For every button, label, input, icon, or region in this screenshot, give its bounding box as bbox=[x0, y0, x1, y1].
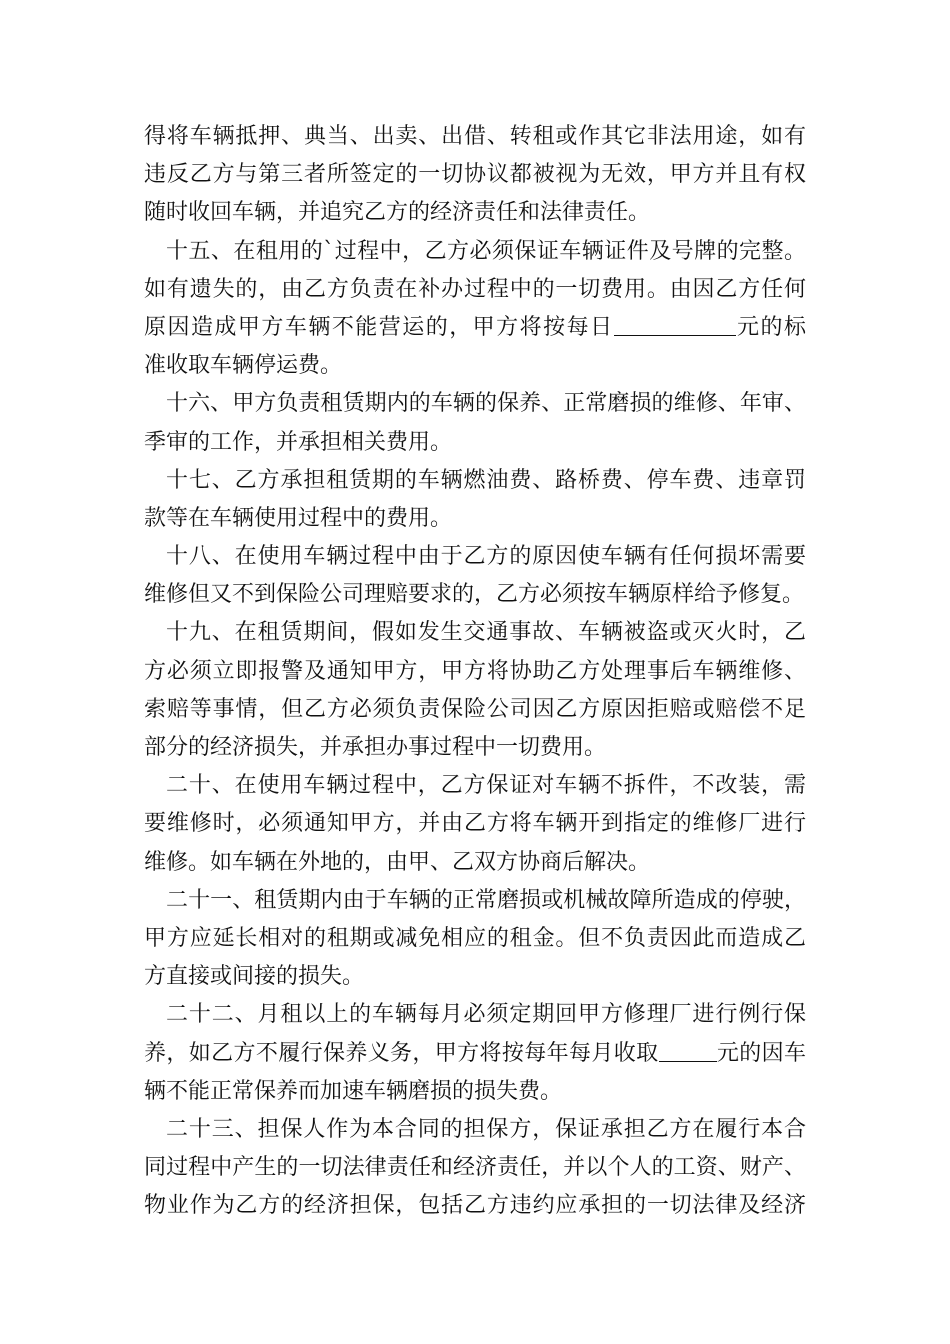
text-line: 季审的工作，并承担相关费用。 bbox=[144, 429, 453, 455]
text-line: 要维修时，必须通知甲方，并由乙方将车辆开到指定的维修厂进行 bbox=[144, 811, 806, 837]
clause-19-start: 十九、在租赁期间，假如发生交通事故、车辆被盗或灭火时，乙 bbox=[166, 620, 806, 646]
text-line: 维修但又不到保险公司理赔要求的，乙方必须按车辆原样给予修复。 bbox=[144, 582, 805, 608]
text-line: 同过程中产生的一切法律责任和经济责任，并以个人的工资、财产、 bbox=[144, 1155, 806, 1181]
clause-20-start: 二十、在使用车辆过程中，乙方保证对车辆不拆件，不改装，需 bbox=[166, 773, 806, 799]
text-line: 违反乙方与第三者所签定的一切协议都被视为无效，甲方并且有权 bbox=[144, 162, 806, 188]
fill-in-blank-daily-fee[interactable] bbox=[614, 313, 736, 336]
clause-22-start: 二十二、月租以上的车辆每月必须定期回甲方修理厂进行例行保 bbox=[166, 1002, 806, 1028]
text-line: 甲方应延长相对的租期或减免相应的租金。但不负责因此而造成乙 bbox=[144, 925, 806, 951]
clause-17-start: 十七、乙方承担租赁期的车辆燃油费、路桥费、停车费、违章罚 bbox=[166, 467, 806, 493]
text-segment: 元的因车 bbox=[716, 1040, 806, 1066]
clause-21-start: 二十一、租赁期内由于车辆的正常磨损或机械故障所造成的停驶， bbox=[166, 887, 806, 913]
text-segment: 养，如乙方不履行保养义务，甲方将按每年每月收取 bbox=[144, 1040, 659, 1066]
clause-16-start: 十六、甲方负责租赁期内的车辆的保养、正常磨损的维修、年审、 bbox=[166, 391, 806, 417]
clause-15-start: 十五、在租用的`过程中，乙方必须保证车辆证件及号牌的完整。 bbox=[166, 238, 806, 264]
text-line: 随时收回车辆，并追究乙方的经济责任和法律责任。 bbox=[144, 200, 651, 226]
text-line: 方直接或间接的损失。 bbox=[144, 964, 365, 990]
fill-in-blank-monthly-fee[interactable] bbox=[659, 1039, 717, 1062]
text-line: 款等在车辆使用过程中的费用。 bbox=[144, 505, 453, 531]
text-line: 物业作为乙方的经济担保，包括乙方违约应承担的一切法律及经济 bbox=[144, 1193, 806, 1219]
text-line: 准收取车辆停运费。 bbox=[144, 353, 343, 379]
clause-18-start: 十八、在使用车辆过程中由于乙方的原因使车辆有任何损坏需要 bbox=[166, 544, 806, 570]
text-line: 部分的经济损失，并承担办事过程中一切费用。 bbox=[144, 735, 607, 760]
text-line: 如有遗失的，由乙方负责在补办过程中的一切费用。由因乙方任何 bbox=[144, 276, 806, 302]
text-line: 维修。如车辆在外地的，由甲、乙双方协商后解决。 bbox=[144, 849, 651, 875]
clause-23-start: 二十三、担保人作为本合同的担保方，保证承担乙方在履行本合 bbox=[166, 1116, 806, 1142]
text-line: 辆不能正常保养而加速车辆磨损的损失费。 bbox=[144, 1078, 563, 1104]
text-segment: 原因造成甲方车辆不能营运的，甲方将按每日 bbox=[144, 314, 614, 340]
document-page bbox=[144, 118, 806, 1225]
text-line-with-blank bbox=[144, 1035, 806, 1073]
text-line: 索赔等事情，但乙方必须负责保险公司因乙方原因拒赔或赔偿不足 bbox=[144, 696, 806, 722]
text-line: 方必须立即报警及通知甲方，甲方将协助乙方处理事后车辆维修、 bbox=[144, 658, 806, 684]
text-line: 得将车辆抵押、典当、出卖、出借、转租或作其它非法用途，如有 bbox=[144, 124, 806, 149]
text-segment: 元的标 bbox=[735, 314, 806, 340]
text-line-with-blank bbox=[144, 309, 806, 347]
